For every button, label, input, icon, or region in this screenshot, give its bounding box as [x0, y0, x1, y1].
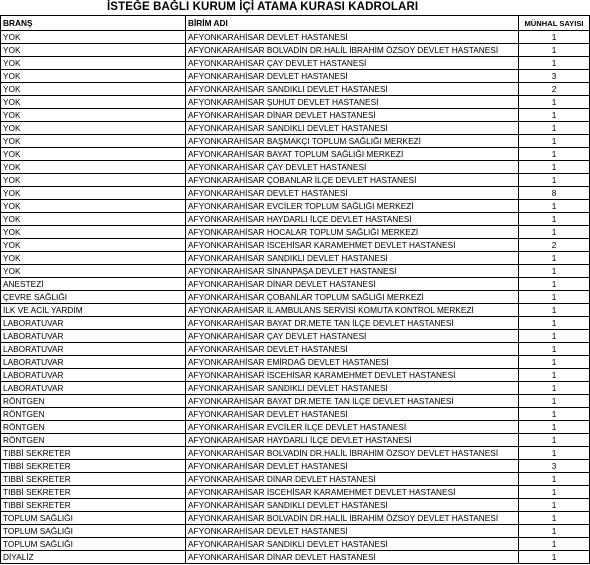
table-row: [1, 213, 590, 226]
cell-birim: AFYONKARAHİSAR DEVLET HASTANESİ: [186, 460, 519, 473]
cell-birim: AFYONKARAHİSAR DEVLET HASTANESİ: [186, 187, 519, 200]
cell-brans: TOPLUM SAĞLIĞI: [1, 538, 186, 551]
cell-birim: AFYONKARAHİSAR DEVLET HASTANESİ: [186, 525, 519, 538]
table-row: [1, 304, 590, 317]
cell-birim: AFYONKARAHİSAR ŞUHUT DEVLET HASTANESİ: [186, 96, 519, 109]
cell-birim: AFYONKARAHİSAR BAŞMAKÇI TOPLUM SAĞLIĞI MERKEZİ: [186, 135, 519, 148]
cell-birim: AFYONKARAHİSAR EVCİLER TOPLUM SAĞLIĞI MERKEZİ: [186, 200, 519, 213]
cell-count: 8: [519, 187, 590, 200]
column-header-brans: BRANŞ: [1, 16, 186, 31]
table-row: [1, 395, 590, 408]
cell-brans: YOK: [1, 135, 186, 148]
cell-brans: YOK: [1, 122, 186, 135]
cell-count: 1: [519, 109, 590, 122]
cell-brans: YOK: [1, 70, 186, 83]
table-row: [1, 317, 590, 330]
table-row: [1, 109, 590, 122]
cell-count: 1: [519, 44, 590, 57]
cell-count: 1: [519, 330, 590, 343]
cell-count: 1: [519, 226, 590, 239]
header-row: [1, 16, 590, 31]
cell-brans: YOK: [1, 187, 186, 200]
cell-count: 1: [519, 96, 590, 109]
cell-brans: İLK VE ACİL YARDIM: [1, 304, 186, 317]
cell-brans: ÇEVRE SAĞLIĞI: [1, 291, 186, 304]
table-row: [1, 161, 590, 174]
cell-birim: AFYONKARAHİSAR HOCALAR TOPLUM SAĞLIĞI MERKEZİ: [186, 226, 519, 239]
cell-birim: AFYONKARAHİSAR BAYAT TOPLUM SAĞLIĞI MERKEZİ: [186, 148, 519, 161]
cell-count: 1: [519, 447, 590, 460]
cell-birim: AFYONKARAHİSAR DİNAR DEVLET HASTANESİ: [186, 551, 519, 564]
cell-brans: YOK: [1, 239, 186, 252]
cell-birim: AFYONKARAHİSAR SİNANPAŞA DEVLET HASTANESİ: [186, 265, 519, 278]
cell-birim: AFYONKARAHİSAR SANDIKLI DEVLET HASTANESİ: [186, 122, 519, 135]
cell-count: 1: [519, 148, 590, 161]
cell-brans: YOK: [1, 109, 186, 122]
cell-brans: YOK: [1, 161, 186, 174]
cell-birim: AFYONKARAHİSAR ÇAY DEVLET HASTANESİ: [186, 330, 519, 343]
cell-brans: TIBBİ SEKRETER: [1, 447, 186, 460]
cell-brans: ANESTEZİ: [1, 278, 186, 291]
cell-birim: AFYONKARAHİSAR DEVLET HASTANESİ: [186, 31, 519, 44]
table-row: [1, 330, 590, 343]
cell-count: 3: [519, 460, 590, 473]
cell-brans: LABORATUVAR: [1, 317, 186, 330]
table-row: [1, 421, 590, 434]
table-row: [1, 447, 590, 460]
cell-count: 1: [519, 395, 590, 408]
cell-count: 1: [519, 278, 590, 291]
cell-birim: AFYONKARAHİSAR EVCİLER İLÇE DEVLET HASTANESİ: [186, 421, 519, 434]
cell-birim: AFYONKARAHİSAR SANDIKLI DEVLET HASTANESİ: [186, 499, 519, 512]
cell-count: 1: [519, 161, 590, 174]
cell-brans: LABORATUVAR: [1, 382, 186, 395]
cell-birim: AFYONKARAHİSAR EMİRDAĞ DEVLET HASTANESİ: [186, 356, 519, 369]
table-row: [1, 57, 590, 70]
table-row: [1, 460, 590, 473]
vacancy-table: [0, 15, 590, 564]
cell-birim: AFYONKARAHİSAR DEVLET HASTANESİ: [186, 70, 519, 83]
cell-birim: AFYONKARAHİSAR SANDIKLI DEVLET HASTANESİ: [186, 83, 519, 96]
title-bar: [0, 0, 590, 16]
cell-count: 1: [519, 356, 590, 369]
cell-birim: AFYONKARAHİSAR DİNAR DEVLET HASTANESİ: [186, 109, 519, 122]
cell-count: 1: [519, 473, 590, 486]
table-row: [1, 291, 590, 304]
cell-birim: AFYONKARAHİSAR ÇAY DEVLET HASTANESİ: [186, 57, 519, 70]
cell-birim: AFYONKARAHİSAR DİNAR DEVLET HASTANESİ: [186, 278, 519, 291]
cell-count: 1: [519, 57, 590, 70]
cell-brans: YOK: [1, 200, 186, 213]
cell-birim: AFYONKARAHİSAR BAYAT DR.METE TAN İLÇE DEVLET HASTANESİ: [186, 395, 519, 408]
cell-brans: YOK: [1, 213, 186, 226]
cell-count: 1: [519, 213, 590, 226]
table-row: [1, 499, 590, 512]
cell-birim: AFYONKARAHİSAR SANDIKLI DEVLET HASTANESİ: [186, 382, 519, 395]
cell-count: 1: [519, 317, 590, 330]
cell-count: 1: [519, 291, 590, 304]
table-body: [1, 31, 590, 564]
table-row: [1, 226, 590, 239]
cell-count: 1: [519, 122, 590, 135]
cell-birim: AFYONKARAHİSAR SANDIKLI DEVLET HASTANESİ: [186, 538, 519, 551]
cell-brans: DİYALİZ: [1, 551, 186, 564]
cell-count: 1: [519, 174, 590, 187]
table-row: [1, 265, 590, 278]
cell-brans: YOK: [1, 174, 186, 187]
table-row: [1, 434, 590, 447]
cell-birim: AFYONKARAHİSAR HAYDARLI İLÇE DEVLET HASTANESİ: [186, 434, 519, 447]
table-row: [1, 239, 590, 252]
cell-birim: AFYONKARAHİSAR BOLVADİN DR.HALİL İBRAHİM ÖZSOY DEVLET HASTANESİ: [186, 44, 519, 57]
cell-brans: RÖNTGEN: [1, 421, 186, 434]
cell-birim: AFYONKARAHİSAR BOLVADİN DR.HALİL İBRAHİM ÖZSOY DEVLET HASTANESİ: [186, 447, 519, 460]
page-title: İSTEĞE BAĞLI KURUM İÇİ ATAMA KURASI KADROLARI: [107, 1, 419, 13]
cell-count: 1: [519, 252, 590, 265]
table-row: [1, 174, 590, 187]
table-row: [1, 148, 590, 161]
cell-count: 1: [519, 538, 590, 551]
cell-brans: YOK: [1, 44, 186, 57]
cell-brans: YOK: [1, 226, 186, 239]
table-row: [1, 83, 590, 96]
cell-count: 1: [519, 135, 590, 148]
table-row: [1, 356, 590, 369]
cell-count: 1: [519, 31, 590, 44]
cell-count: 1: [519, 421, 590, 434]
table-row: [1, 135, 590, 148]
cell-count: 1: [519, 434, 590, 447]
table-row: [1, 382, 590, 395]
cell-count: 1: [519, 304, 590, 317]
cell-brans: YOK: [1, 252, 186, 265]
table-row: [1, 44, 590, 57]
cell-brans: YOK: [1, 31, 186, 44]
cell-brans: RÖNTGEN: [1, 434, 186, 447]
cell-brans: YOK: [1, 83, 186, 96]
cell-brans: TOPLUM SAĞLIĞI: [1, 525, 186, 538]
cell-count: 1: [519, 525, 590, 538]
cell-birim: AFYONKARAHİSAR BOLVADİN DR.HALİL İBRAHİM ÖZSOY DEVLET HASTANESİ: [186, 512, 519, 525]
cell-count: 3: [519, 70, 590, 83]
cell-birim: AFYONKARAHİSAR İSCEHİSAR KARAMEHMET DEVLET HASTANESİ: [186, 369, 519, 382]
table-row: [1, 343, 590, 356]
cell-count: 2: [519, 83, 590, 96]
cell-count: 1: [519, 408, 590, 421]
cell-brans: LABORATUVAR: [1, 356, 186, 369]
cell-brans: LABORATUVAR: [1, 343, 186, 356]
cell-brans: RÖNTGEN: [1, 408, 186, 421]
cell-brans: YOK: [1, 148, 186, 161]
cell-birim: AFYONKARAHİSAR DEVLET HASTANESİ: [186, 343, 519, 356]
cell-birim: AFYONKARAHİSAR İSCEHİSAR KARAMEHMET DEVLET HASTANESİ: [186, 486, 519, 499]
table-row: [1, 96, 590, 109]
cell-count: 1: [519, 486, 590, 499]
table-row: [1, 408, 590, 421]
cell-count: 1: [519, 499, 590, 512]
cell-birim: AFYONKARAHİSAR ÇOBANLAR İLÇE DEVLET HASTANESİ: [186, 174, 519, 187]
cell-count: 1: [519, 512, 590, 525]
cell-brans: YOK: [1, 96, 186, 109]
table-row: [1, 486, 590, 499]
cell-birim: AFYONKARAHİSAR İL AMBULANS SERVİSİ KOMUTA KONTROL MERKEZİ: [186, 304, 519, 317]
cell-birim: AFYONKARAHİSAR DİNAR DEVLET HASTANESİ: [186, 473, 519, 486]
cell-birim: AFYONKARAHİSAR İSCEHİSAR KARAMEHMET DEVLET HASTANESİ: [186, 239, 519, 252]
cell-count: 1: [519, 343, 590, 356]
cell-count: 2: [519, 239, 590, 252]
table-row: [1, 512, 590, 525]
table-row: [1, 252, 590, 265]
cell-brans: RÖNTGEN: [1, 395, 186, 408]
table-row: [1, 187, 590, 200]
cell-count: 1: [519, 382, 590, 395]
cell-birim: AFYONKARAHİSAR BAYAT DR.METE TAN İLÇE DEVLET HASTANESİ: [186, 317, 519, 330]
column-header-birim: BİRİM ADI: [186, 16, 519, 31]
column-header-count: MÜNHAL SAYISI: [519, 16, 590, 31]
cell-brans: TIBBİ SEKRETER: [1, 486, 186, 499]
table-row: [1, 538, 590, 551]
cell-brans: TIBBİ SEKRETER: [1, 460, 186, 473]
cell-count: 1: [519, 551, 590, 564]
table-row: [1, 31, 590, 44]
table-row: [1, 200, 590, 213]
cell-birim: AFYONKARAHİSAR ÇOBANLAR TOPLUM SAĞLIĞI MERKEZİ: [186, 291, 519, 304]
cell-brans: YOK: [1, 265, 186, 278]
table-row: [1, 473, 590, 486]
table-row: [1, 70, 590, 83]
cell-count: 1: [519, 200, 590, 213]
cell-birim: AFYONKARAHİSAR ÇAY DEVLET HASTANESİ: [186, 161, 519, 174]
cell-birim: AFYONKARAHİSAR HAYDARLI İLÇE DEVLET HASTANESİ: [186, 213, 519, 226]
cell-brans: TIBBİ SEKRETER: [1, 473, 186, 486]
cell-brans: TOPLUM SAĞLIĞI: [1, 512, 186, 525]
table-row: [1, 369, 590, 382]
cell-brans: LABORATUVAR: [1, 330, 186, 343]
cell-count: 1: [519, 369, 590, 382]
cell-brans: YOK: [1, 57, 186, 70]
cell-count: 1: [519, 265, 590, 278]
cell-birim: AFYONKARAHİSAR DEVLET HASTANESİ: [186, 408, 519, 421]
cell-birim: AFYONKARAHİSAR SANDIKLI DEVLET HASTANESİ: [186, 252, 519, 265]
table-row: [1, 551, 590, 564]
table-row: [1, 525, 590, 538]
table-row: [1, 122, 590, 135]
cell-brans: TIBBİ SEKRETER: [1, 499, 186, 512]
cell-brans: LABORATUVAR: [1, 369, 186, 382]
table-row: [1, 278, 590, 291]
